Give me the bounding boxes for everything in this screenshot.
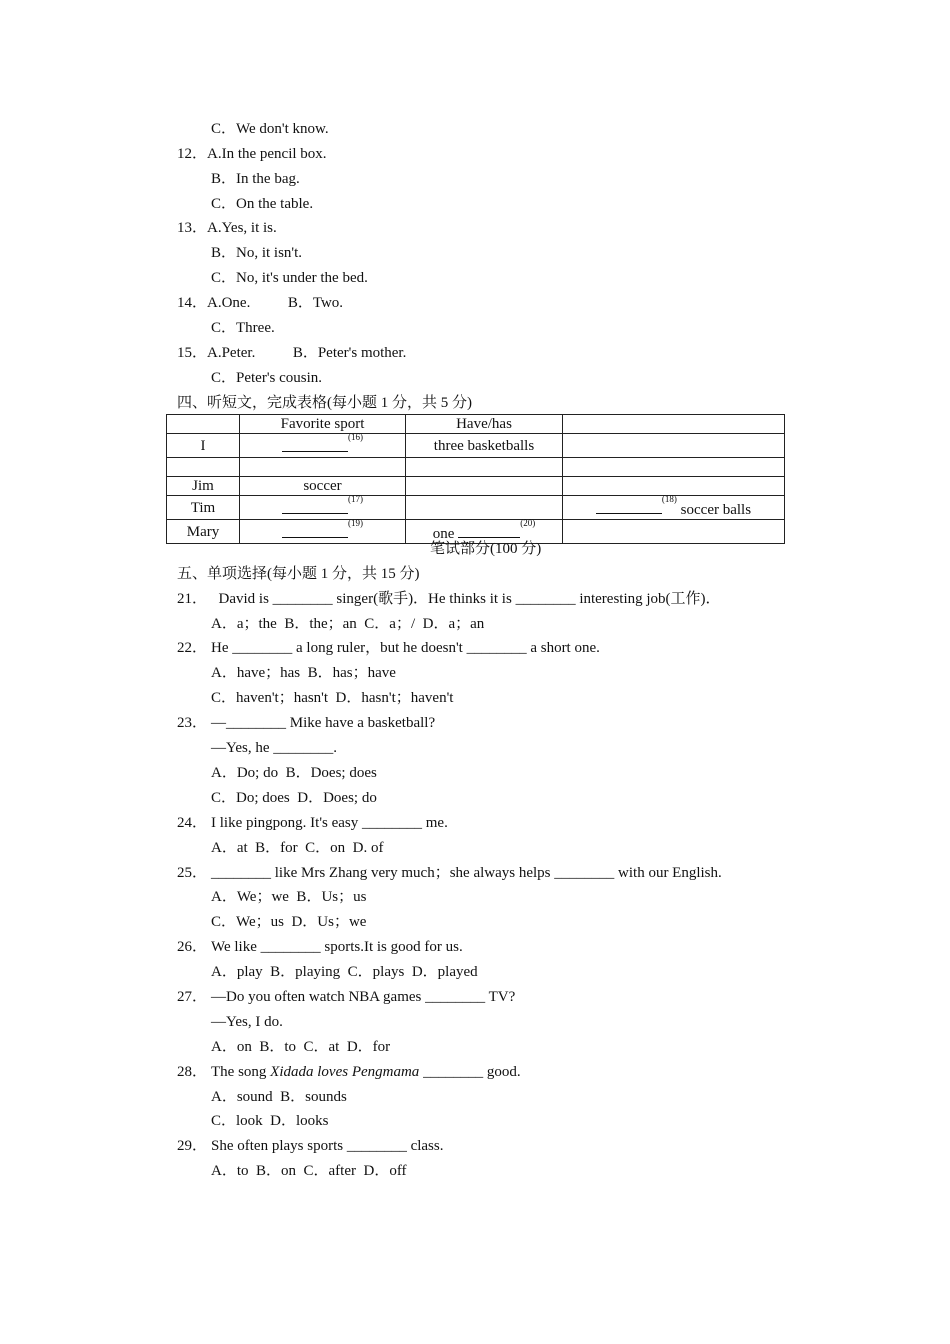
question-options: C．haven't；hasn't D．hasn't；haven't [211, 690, 454, 706]
question-stem: She often plays sports ________ class. [211, 1138, 444, 1154]
question-number: 27． [177, 989, 208, 1005]
question-options: A．have；has B．has；have [211, 665, 396, 681]
q13-option-a: 13．A.Yes, it is. [177, 220, 277, 236]
blank-number: (18) [661, 494, 677, 504]
stem-text: The song [211, 1064, 271, 1080]
question-options: C．Do; does D．Does; do [211, 790, 377, 806]
table-cell-extra [563, 520, 785, 544]
question-stem: —Yes, he ________. [211, 740, 337, 756]
table-cell-extra [563, 434, 785, 458]
q12-option-c: C．On the table. [211, 196, 314, 212]
question-stem: David is ________ singer(歌手)．He thinks it is ________ interesting job(工作)． [211, 591, 721, 607]
blank-prefix-text: one [432, 526, 455, 542]
q13-option-c: C．No, it's under the bed. [211, 270, 368, 286]
table-header-cell [167, 415, 240, 434]
answer-blank-16[interactable] [240, 434, 406, 458]
table-cell-name [167, 458, 240, 477]
question-options: A．at B．for C．on D. of [211, 840, 384, 856]
q12-option-a: 12．A.In the pencil box. [177, 146, 327, 162]
question-options: A．a；the B．the；an C．a；/ D．a；an [211, 616, 485, 632]
question-number: 21． [177, 591, 208, 607]
question-options: C．look D．looks [211, 1113, 329, 1129]
q12-option-b: B．In the bag. [211, 171, 300, 187]
answer-blank-18[interactable] [563, 496, 785, 520]
table-row [167, 458, 785, 477]
question-options: A．sound B．sounds [211, 1089, 347, 1105]
table-cell-extra [563, 458, 785, 477]
table-cell-has [406, 477, 563, 496]
answer-blank-17[interactable] [240, 496, 406, 520]
table-cell-name: Mary [167, 520, 240, 544]
question-stem: —Yes, I do. [211, 1014, 283, 1030]
question-number: 28． [177, 1064, 208, 1080]
question-stem: —________ Mike have a basketball? [211, 715, 436, 731]
question-stem: He ________ a long ruler，but he doesn't ________ a short one. [211, 640, 600, 656]
question-options: A．play B．playing C．plays D．played [211, 964, 478, 980]
table-header-cell: Have/has [406, 415, 563, 434]
table-cell-name: Tim [167, 496, 240, 520]
question-stem: —Do you often watch NBA games ________ TV? [211, 989, 516, 1005]
table-header-row [167, 415, 785, 434]
blank-suffix-text: soccer balls [680, 502, 752, 518]
question-options: A．Do; do B．Does; does [211, 765, 377, 781]
question-number: 25． [177, 865, 208, 881]
question-options: A．to B．on C．after D．off [211, 1163, 407, 1179]
q11-option-c: C．We don't know. [211, 121, 329, 137]
table-cell-has [406, 496, 563, 520]
question-options: A．on B．to C．at D．for [211, 1039, 391, 1055]
q14-options-ab: 14．A.One. B．Two. [177, 295, 344, 311]
song-title: Xidada loves Pengmama [270, 1064, 420, 1080]
written-part-header: 笔试部分(100 分) [430, 541, 542, 557]
blank-number: (20) [520, 518, 536, 528]
q14-option-c: C．Three. [211, 320, 275, 336]
stem-text: ________ good. [419, 1064, 521, 1080]
table-cell-has: three basketballs [406, 434, 563, 458]
question-stem: I like pingpong. It's easy ________ me. [211, 815, 448, 831]
q15-options-ab: 15．A.Peter. B．Peter's mother. [177, 345, 407, 361]
question-number: 23． [177, 715, 208, 731]
blank-number: (19) [348, 518, 363, 528]
q15-option-c: C．Peter's cousin. [211, 370, 323, 386]
table-header-cell [563, 415, 785, 434]
question-stem: We like ________ sports.It is good for us. [211, 939, 463, 955]
table-header-cell: Favorite sport [240, 415, 406, 434]
table-cell-sport: soccer [240, 477, 406, 496]
listening-table [166, 414, 785, 544]
question-options: A．We；we B．Us；us [211, 889, 367, 905]
table-row [167, 477, 785, 496]
blank-number: (17) [348, 494, 363, 504]
question-options: C．We；us D．Us；we [211, 914, 367, 930]
table-cell-extra [563, 477, 785, 496]
section5-title: 五、单项选择(每小题 1 分，共 15 分) [177, 566, 420, 582]
blank-number: (16) [348, 432, 363, 442]
table-row [167, 434, 785, 458]
question-number: 24． [177, 815, 208, 831]
table-cell-name: I [167, 434, 240, 458]
table-cell-name: Jim [167, 477, 240, 496]
question-number: 22． [177, 640, 208, 656]
section4-title: 四、听短文，完成表格(每小题 1 分，共 5 分) [177, 395, 472, 411]
table-cell-has [406, 458, 563, 477]
question-stem [211, 1063, 521, 1081]
table-cell-sport [240, 458, 406, 477]
question-stem: ________ like Mrs Zhang very much；she always helps ________ with our English. [211, 865, 722, 881]
table-row [167, 496, 785, 520]
answer-blank-19[interactable] [240, 520, 406, 544]
question-number: 26． [177, 939, 208, 955]
q13-option-b: B．No, it isn't. [211, 245, 303, 261]
question-number: 29． [177, 1138, 208, 1154]
